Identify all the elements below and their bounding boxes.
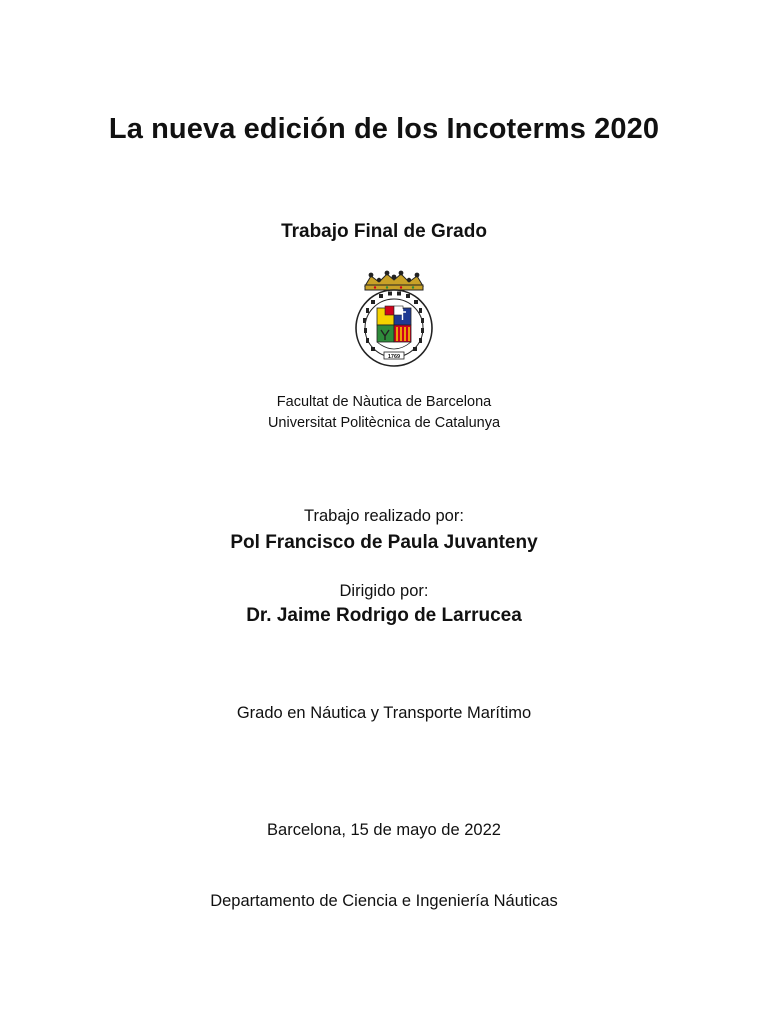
seal-year: 1769	[387, 354, 401, 360]
place-date: Barcelona, 15 de mayo de 2022	[267, 821, 501, 839]
director-label: Dirigido por:	[339, 582, 429, 600]
director-name: Dr. Jaime Rodrigo de Larrucea	[246, 605, 522, 626]
faculty-name: Facultat de Nàutica de Barcelona	[276, 394, 492, 410]
document-title: La nueva edición de los Incoterms 2020	[108, 113, 660, 145]
department-name: Departamento de Ciencia e Ingeniería Náuticas	[210, 892, 558, 910]
author-name: Pol Francisco de Paula Juvanteny	[230, 532, 538, 553]
degree-name: Grado en Náutica y Transporte Marítimo	[236, 704, 532, 722]
author-label: Trabajo realizado por:	[304, 507, 464, 525]
university-name: Universitat Politècnica de Catalunya	[267, 415, 501, 431]
university-seal-logo	[351, 266, 437, 370]
document-subtitle: Trabajo Final de Grado	[281, 221, 487, 242]
seal-crown	[365, 271, 423, 290]
